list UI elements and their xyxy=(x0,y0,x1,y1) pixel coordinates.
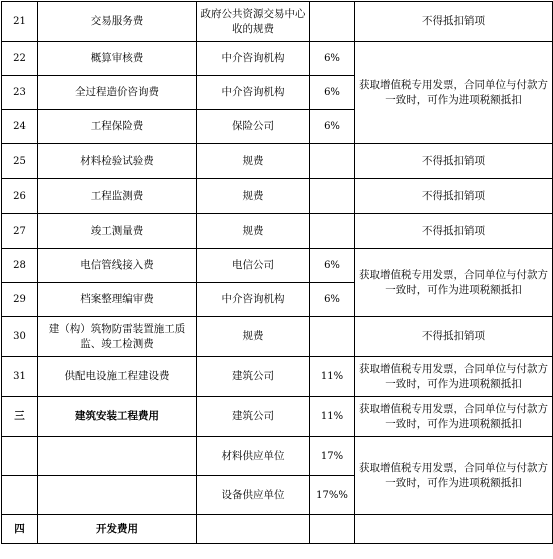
payee: 建筑公司 xyxy=(197,357,310,397)
deduction-note: 获取增值税专用发票，合同单位与付款方一致时，可作为进项税额抵扣 xyxy=(355,397,553,437)
row-number: 23 xyxy=(2,76,38,110)
payee: 建筑公司 xyxy=(197,397,310,437)
section-number: 四 xyxy=(2,515,38,544)
row-number: 22 xyxy=(2,42,38,76)
fee-name: 档案整理编审费 xyxy=(38,283,197,317)
row-number xyxy=(2,476,38,515)
fee-name: 电信管线接入费 xyxy=(38,249,197,283)
payee: 设备供应单位 xyxy=(197,476,310,515)
row-number: 28 xyxy=(2,249,38,283)
row-number: 30 xyxy=(2,317,38,357)
payee: 中介咨询机构 xyxy=(197,76,310,110)
tax-rate xyxy=(310,2,355,42)
section-title: 开发费用 xyxy=(38,515,197,544)
table-row xyxy=(2,42,553,76)
row-number: 26 xyxy=(2,179,38,214)
fee-name xyxy=(38,476,197,515)
payee: 规费 xyxy=(197,179,310,214)
payee: 规费 xyxy=(197,144,310,179)
fee-name: 竣工测量费 xyxy=(38,214,197,249)
fee-name: 全过程造价咨询费 xyxy=(38,76,197,110)
payee: 规费 xyxy=(197,214,310,249)
row-number: 27 xyxy=(2,214,38,249)
tax-rate xyxy=(310,179,355,214)
tax-rate: 17%% xyxy=(310,476,355,515)
row-number: 21 xyxy=(2,2,38,42)
payee: 材料供应单位 xyxy=(197,437,310,476)
payee xyxy=(197,515,310,544)
table-row-section xyxy=(2,515,553,544)
fee-name: 概算审核费 xyxy=(38,42,197,76)
fee-name: 工程监测费 xyxy=(38,179,197,214)
payee: 电信公司 xyxy=(197,249,310,283)
table-row-section xyxy=(2,397,553,437)
payee: 中介咨询机构 xyxy=(197,42,310,76)
deduction-note: 获取增值税专用发票，合同单位与付款方一致时，可作为进项税额抵扣 xyxy=(355,249,553,317)
table-row xyxy=(2,144,553,179)
deduction-note xyxy=(355,515,553,544)
tax-rate: 6% xyxy=(310,110,355,144)
tax-rate: 11% xyxy=(310,357,355,397)
tax-rate: 11% xyxy=(310,397,355,437)
payee: 规费 xyxy=(197,317,310,357)
table-row xyxy=(2,214,553,249)
tax-rate xyxy=(310,214,355,249)
section-number: 三 xyxy=(2,397,38,437)
row-number xyxy=(2,437,38,476)
deduction-note: 获取增值税专用发票，合同单位与付款方一致时，可作为进项税额抵扣 xyxy=(355,357,553,397)
tax-rate: 6% xyxy=(310,42,355,76)
table-row xyxy=(2,357,553,397)
table-row xyxy=(2,2,553,42)
payee: 中介咨询机构 xyxy=(197,283,310,317)
tax-rate: 6% xyxy=(310,283,355,317)
deduction-note: 不得抵扣销项 xyxy=(355,214,553,249)
deduction-note: 获取增值税专用发票，合同单位与付款方一致时，可作为进项税额抵扣 xyxy=(355,437,553,515)
payee: 保险公司 xyxy=(197,110,310,144)
payee: 政府公共资源交易中心收的规费 xyxy=(197,2,310,42)
tax-rate: 6% xyxy=(310,76,355,110)
section-title: 建筑安装工程费用 xyxy=(38,397,197,437)
row-number: 29 xyxy=(2,283,38,317)
table-row xyxy=(2,249,553,283)
deduction-note: 不得抵扣销项 xyxy=(355,179,553,214)
fee-name: 交易服务费 xyxy=(38,2,197,42)
table-row xyxy=(2,437,553,476)
row-number: 31 xyxy=(2,357,38,397)
deduction-note: 不得抵扣销项 xyxy=(355,317,553,357)
fee-name: 工程保险费 xyxy=(38,110,197,144)
tax-rate xyxy=(310,144,355,179)
fee-name: 供配电设施工程建设费 xyxy=(38,357,197,397)
row-number: 25 xyxy=(2,144,38,179)
tax-rate: 6% xyxy=(310,249,355,283)
table-row xyxy=(2,317,553,357)
deduction-note: 获取增值税专用发票，合同单位与付款方一致时，可作为进项税额抵扣 xyxy=(355,42,553,144)
fee-name: 材料检验试验费 xyxy=(38,144,197,179)
table-row xyxy=(2,179,553,214)
deduction-note: 不得抵扣销项 xyxy=(355,2,553,42)
deduction-note: 不得抵扣销项 xyxy=(355,144,553,179)
fee-name: 建（构）筑物防雷装置施工质监、竣工检测费 xyxy=(38,317,197,357)
fee-table xyxy=(1,1,553,544)
tax-rate: 17% xyxy=(310,437,355,476)
tax-rate xyxy=(310,317,355,357)
fee-name xyxy=(38,437,197,476)
tax-rate xyxy=(310,515,355,544)
row-number: 24 xyxy=(2,110,38,144)
